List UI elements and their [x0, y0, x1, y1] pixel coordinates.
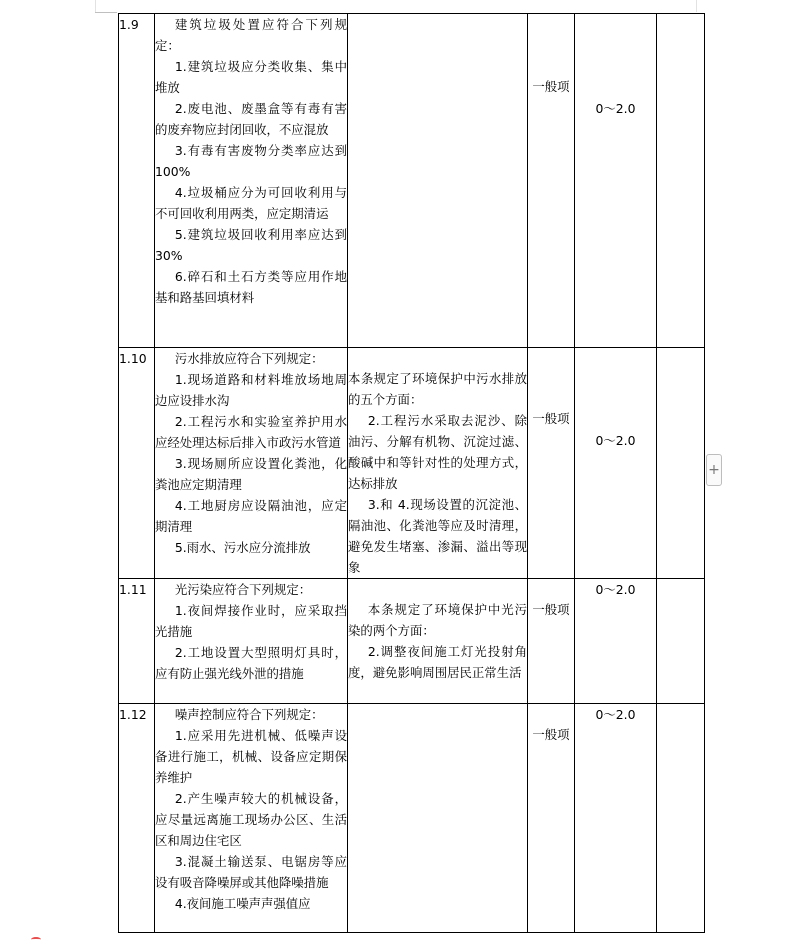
requirement-item: 3.有毒有害废物分类率应达到 100% — [155, 143, 347, 179]
table-row — [119, 348, 705, 579]
requirement-item: 2.工程污水和实验室养护用水应经处理达标后排入市政污水管道 — [155, 414, 347, 450]
page-top-edge — [95, 0, 697, 12]
decoration-mark — [31, 937, 41, 942]
blank-cell — [657, 14, 705, 348]
score-cell: 0～2.0 — [575, 704, 657, 933]
requirement-item: 3.现场厕所应设置化粪池，化粪池应定期清理 — [155, 456, 347, 492]
standards-table — [118, 13, 705, 933]
requirement-title: 建筑垃圾处置应符合下列规定： — [155, 17, 347, 53]
add-side-button[interactable]: + — [706, 454, 722, 486]
clause-number: 1.12 — [119, 704, 155, 933]
corner-marker — [95, 12, 117, 13]
clause-number: 1.9 — [119, 14, 155, 348]
requirement-cell — [155, 704, 348, 933]
score-cell: 0～2.0 — [575, 579, 657, 704]
requirement-item: 4.夜间施工噪声声强值应 — [174, 896, 311, 911]
score-cell: 0～2.0 — [575, 14, 657, 348]
clause-number: 1.11 — [119, 579, 155, 704]
requirement-title: 光污染应符合下列规定： — [174, 582, 312, 597]
requirement-item: 3.混凝土输送泵、电锯房等应设有吸音降噪屏或其他降噪措施 — [155, 854, 347, 890]
grade-cell: 一般项 — [528, 348, 575, 579]
blank-cell — [657, 704, 705, 933]
requirement-item: 1.应采用先进机械、低噪声设备进行施工，机械、设备应定期保养维护 — [155, 728, 347, 785]
requirement-item: 1.夜间焊接作业时，应采取挡光措施 — [155, 603, 347, 639]
grade-cell: 一般项 — [528, 14, 575, 348]
explanation-cell — [348, 348, 528, 579]
explanation-text: 2.工程污水采取去泥沙、除油污、分解有机物、沉淀过滤、酸碱中和等针对性的处理方式，达标排放 — [348, 413, 527, 491]
requirement-item: 1.建筑垃圾应分类收集、集中堆放 — [155, 59, 347, 95]
table-row — [119, 14, 705, 348]
explanation-text: 本条规定了环境保护中光污染的两个方面： — [348, 602, 527, 638]
requirement-title: 噪声控制应符合下列规定： — [174, 707, 324, 722]
table-row — [119, 579, 705, 704]
blank-cell — [657, 348, 705, 579]
requirement-item: 1.现场道路和材料堆放场地周边应设排水沟 — [155, 372, 347, 408]
explanation-text: 3.和 4.现场设置的沉淀池、隔油池、化粪池等应及时清理，避免发生堵塞、渗漏、溢出等现象 — [348, 497, 527, 575]
explanation-cell — [348, 579, 528, 704]
requirement-cell — [155, 348, 348, 579]
requirement-item: 2.产生噪声较大的机械设备，应尽量远离施工现场办公区、生活区和周边住宅区 — [155, 791, 347, 848]
explanation-text: 2.调整夜间施工灯光投射角度，避免影响周围居民正常生活 — [348, 644, 527, 680]
explanation-text: 本条规定了环境保护中污水排放的五个方面： — [348, 371, 527, 407]
table-row — [119, 704, 705, 933]
requirement-item: 5.建筑垃圾回收利用率应达到 30% — [155, 227, 347, 263]
requirement-item: 6.碎石和土石方类等应用作地基和路基回填材料 — [155, 269, 347, 305]
grade-cell: 一般项 — [528, 704, 575, 933]
requirement-item: 2.工地设置大型照明灯具时，应有防止强光线外泄的措施 — [155, 645, 347, 681]
requirement-item: 4.垃圾桶应分为可回收利用与不可回收利用两类，应定期清运 — [155, 185, 347, 221]
blank-cell — [657, 579, 705, 704]
grade-cell: 一般项 — [528, 579, 575, 704]
requirement-item: 5.雨水、污水应分流排放 — [174, 540, 311, 555]
requirement-item: 2.废电池、废墨盒等有毒有害的废弃物应封闭回收，不应混放 — [155, 101, 347, 137]
requirement-cell — [155, 579, 348, 704]
requirement-item: 4.工地厨房应设隔油池，应定期清理 — [155, 498, 347, 534]
requirement-title: 污水排放应符合下列规定： — [174, 351, 324, 366]
score-cell: 0～2.0 — [575, 348, 657, 579]
explanation-cell — [348, 704, 528, 933]
requirement-cell — [155, 14, 348, 348]
clause-number: 1.10 — [119, 348, 155, 579]
explanation-cell — [348, 14, 528, 348]
